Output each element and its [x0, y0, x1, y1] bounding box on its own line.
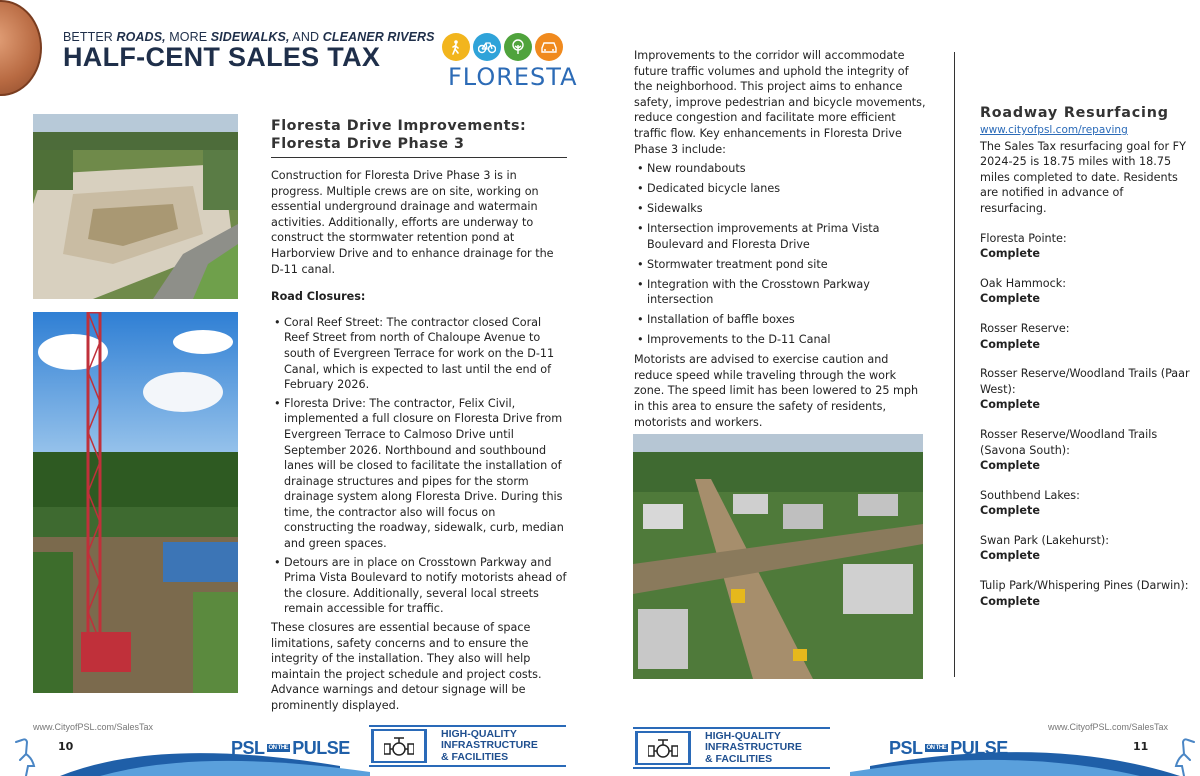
list-item: • Intersection improvements at Prima Vista Boulevard and Floresta Drive [634, 221, 926, 252]
list-item: • Detours are in place on Crosstown Parkway and Prima Vista Boulevard to notify motorists ahead of the closure. Additionally, several local streets remain accessible for traffic. [271, 555, 567, 617]
column-divider [954, 52, 955, 677]
construction-site-aerial-photo [33, 114, 238, 299]
resurfacing-heading: Roadway Resurfacing [980, 105, 1169, 121]
list-item: • Integration with the Crosstown Parkway intersection [634, 277, 926, 308]
banner-text: HIGH-QUALITY INFRASTRUCTURE & FACILITIES [705, 729, 802, 765]
list-item: • Sidewalks [634, 201, 926, 217]
valve-icon [648, 736, 678, 760]
list-item: Rosser Reserve/Woodland Trails (Paar West): Complete [980, 367, 1190, 412]
list-item: Swan Park (Lakehurst): Complete [980, 533, 1110, 563]
valve-icon-box [371, 729, 427, 763]
heron-icon [12, 736, 42, 776]
list-item: Floresta Pointe: Complete [980, 231, 1067, 261]
resurfacing-area-list [980, 231, 1190, 610]
floresta-article [271, 117, 567, 714]
floresta-drive-aerial-photo [633, 434, 923, 679]
heron-icon [1168, 736, 1198, 776]
motorist-advisory: Motorists are advised to exercise caution and reduce speed while traveling through the work zone. The speed limit has been lowered to 25 mph in this area to ensure the safety of residents, motorists and workers. [634, 353, 919, 429]
list-item: • Coral Reef Street: The contractor closed Coral Reef Street from north of Chaloupe Avenue to south of Evergreen Terrace for work on the D-11 Canal, which is expected to last until the end of February 2026. [271, 315, 567, 393]
repaving-link[interactable]: www.cityofpsl.com/repaving [980, 124, 1128, 136]
list-item: • Dedicated bicycle lanes [634, 181, 926, 197]
page-number-right: 11 [1133, 740, 1149, 753]
list-item: Rosser Reserve/Woodland Trails (Savona South): Complete [980, 427, 1158, 473]
infrastructure-banner-left [369, 725, 566, 767]
page-number-left: 10 [58, 740, 74, 753]
infrastructure-banner-right [633, 727, 830, 769]
pedestrian-icon [442, 33, 470, 61]
list-item: • New roundabouts [634, 161, 926, 177]
article-intro: Construction for Floresta Drive Phase 3 is in progress. Multiple crews are on site, working on essential underground drainage and watermain activities. Additionally, efforts are underway to construct the stormwater retention pond at Harborview Drive and to enhance drainage for the D-11 canal. [271, 169, 554, 276]
crane-drainage-photo [33, 312, 238, 693]
resurfacing-summary: The Sales Tax resurfacing goal for FY 2024-25 is 18.75 miles with 18.75 miles completed to date. Residents are notified in advance of resurfacing. [980, 139, 1186, 215]
corridor-intro: Improvements to the corridor will accommodate future traffic volumes and uphold the integrity of the neighborhood. This project aims to enhance safety, improve pedestrian and bicycle movements, reduce congestion and facilitate more efficient traffic flow. Key enhancements in Floresta Drive Phase 3 include: [634, 49, 926, 156]
floresta-icon-row [442, 33, 563, 61]
road-closures-list [271, 315, 567, 617]
tree-icon [504, 33, 532, 61]
list-item: • Improvements to the D-11 Canal [634, 332, 926, 348]
list-item: Rosser Reserve: Complete [980, 321, 1070, 351]
list-item: • Stormwater treatment pond site [634, 257, 926, 273]
enhancements-list [634, 161, 926, 348]
list-item: Oak Hammock: Complete [980, 276, 1067, 306]
article-heading: Floresta Drive Improvements: Floresta Drive Phase 3 [271, 117, 567, 158]
penny-coin-graphic [0, 0, 42, 96]
closures-closing-paragraph: These closures are essential because of space limitations, safety concerns and to ensure the integrity of the installation. They also will help maintain the project schedule and project costs. Advance warnings and detour signage will be prominently displayed. [271, 621, 542, 712]
road-closures-label: Road Closures: [271, 290, 366, 304]
footer-url-right[interactable]: www.CityofPSL.com/SalesTax [1048, 722, 1169, 732]
car-icon [535, 33, 563, 61]
roadway-resurfacing-section [980, 104, 1190, 609]
corridor-improvements [634, 48, 926, 430]
list-item: • Floresta Drive: The contractor, Felix Civil, implemented a full closure on Floresta Drive from Evergreen Terrace to Calmoso Drive until September 2026. Northbound and southbound lanes will be closed to facilitate the installation of drainage structures and pipes for the storm drainage system along Floresta Drive. During this time, the contractor also will focus on constructing the roadway, sidewalk, curb, median and green spaces. [271, 396, 567, 552]
list-item: Tulip Park/Whispering Pines (Darwin): Complete [980, 579, 1189, 608]
psl-on-the-pulse-logo: PSL ON THE PULSE [231, 737, 350, 758]
list-item: • Installation of baffle boxes [634, 312, 926, 328]
valve-icon-box [635, 731, 691, 765]
bicycle-icon [473, 33, 501, 61]
banner-text: HIGH-QUALITY INFRASTRUCTURE & FACILITIES [441, 727, 538, 763]
psl-on-the-pulse-logo: PSL ON THE PULSE [889, 737, 1008, 758]
floresta-logo-text: FLORESTA [448, 63, 578, 91]
page-title: HALF-CENT SALES TAX [63, 42, 381, 72]
valve-icon [384, 734, 414, 758]
list-item: Southbend Lakes: Complete [980, 488, 1080, 518]
tagline: BETTER ROADS, MORE SIDEWALKS, AND CLEANER RIVERS [63, 30, 435, 44]
footer-url-left[interactable]: www.CityofPSL.com/SalesTax [33, 722, 154, 732]
